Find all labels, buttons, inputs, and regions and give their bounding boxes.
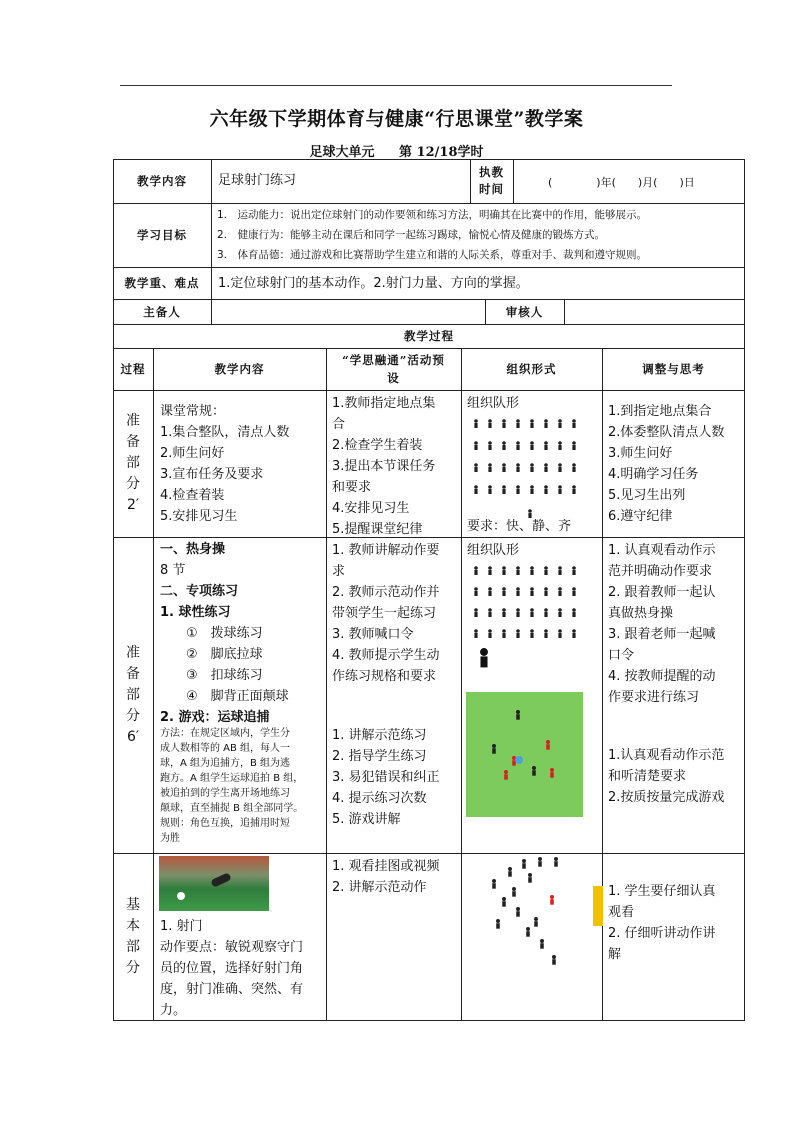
person-icon: [480, 648, 488, 667]
person-icon: [572, 608, 576, 617]
person-icon: [530, 629, 534, 638]
row1-reflection: 1.到指定地点集合 2.体委整队清点人数 3.师生问好 4.明确学习任务 5.见习生出列 6.遵守纪律: [608, 404, 725, 524]
game-title: 2. 游戏：运球追捕: [160, 710, 270, 725]
goal-item: 2. 健康行为：能够主动在课后和同学一起练习踢球，愉悦心情及健康的锻炼方式。: [217, 229, 606, 241]
ball-icon: [177, 892, 185, 900]
special-title: 二、专项练习: [160, 584, 239, 599]
warmup-title: 一、热身操: [160, 542, 226, 557]
person-icon: [502, 629, 506, 638]
person-icon: [554, 857, 558, 867]
shooting-diagram: [466, 857, 596, 982]
person-icon: [474, 566, 478, 575]
row2-org-title: 组织队形: [467, 543, 520, 558]
goalkeeper-photo: [159, 856, 269, 911]
row3-reflection: 1. 学生要仔细认真 观看 2. 仔细听讲动作讲 解: [608, 884, 716, 962]
row2-content: 一、热身操 8 节 二、专项练习 1. 球性练习 ① 拨球练习 ② 脚底拉球 ③ 扣球练习 ④ 脚背正面颠球 2. 游戏：运球追捕: [155, 537, 325, 727]
person-icon: [502, 587, 506, 596]
person-icon: [488, 419, 492, 428]
person-icon: [558, 419, 562, 428]
col-content: 教学内容: [214, 362, 265, 376]
person-icon: [572, 419, 576, 428]
person-icon: [530, 608, 534, 617]
person-icon: [544, 566, 548, 575]
person-icon: [552, 955, 556, 965]
person-icon: [546, 740, 550, 750]
person-icon: [474, 608, 478, 617]
person-icon: [534, 917, 538, 927]
person-icon: [516, 463, 520, 472]
person-icon: [474, 485, 478, 494]
person-icon: [540, 939, 544, 949]
key-value: 1.定位球射门的基本动作。2.射门力量、方向的掌握。: [218, 276, 529, 291]
row3-content: 1. 射门 动作要点：敏锐观察守门 员的位置，选择好射门角 度，射门准确、突然、有 力。: [155, 914, 325, 1020]
top-rule: [120, 85, 672, 86]
time-label: 执教 时间: [479, 165, 504, 196]
person-icon: [474, 419, 478, 428]
person-icon: [572, 587, 576, 596]
person-icon: [544, 463, 548, 472]
person-icon: [488, 441, 492, 450]
person-icon: [516, 907, 520, 917]
row2-activity-b: 1. 讲解示范练习 2. 指导学生练习 3. 易犯错误和纠正 4. 提示练习次数 5. 游戏讲解: [332, 728, 440, 827]
person-icon: [544, 485, 548, 494]
person-icon: [544, 629, 548, 638]
person-icon: [558, 629, 562, 638]
person-icon: [558, 485, 562, 494]
person-icon: [528, 873, 532, 883]
person-icon: [544, 441, 548, 450]
content-label: 教学内容: [137, 174, 187, 188]
page-title: 六年级下学期体育与健康“行思课堂”教学案: [209, 108, 584, 130]
person-icon: [516, 608, 520, 617]
date-field: ( )年( )月( )日: [548, 176, 695, 189]
person-icon: [530, 566, 534, 575]
person-icon: [550, 768, 554, 778]
person-icon: [572, 566, 576, 575]
person-icon: [516, 629, 520, 638]
person-icon: [544, 419, 548, 428]
person-icon: [558, 608, 562, 617]
person-icon: [474, 587, 478, 596]
game-description: 方法：在规定区域内，学生分 成人数相等的 AB 组，每人一 球，A 组为追捕方，B 组为逃 跑方。A 组学生运球追拍 B 组， 被追拍到的学生离开场地练习 颠球，直至捕捉 B 组全部同学。 规则：角色互换，追捕用时短 为胜: [160, 728, 304, 844]
goal-item: 3. 体育品德：通过游戏和比赛帮助学生建立和谐的人际关系，尊重对手、裁判和遵守规则。: [217, 249, 648, 261]
person-icon: [530, 419, 534, 428]
person-icon: [488, 608, 492, 617]
person-icon: [488, 629, 492, 638]
unit-label: 足球大单元: [309, 145, 375, 160]
person-icon: [488, 463, 492, 472]
person-icon: [508, 867, 512, 877]
col-reflection: 调整与思考: [642, 362, 705, 376]
row1-content: 课堂常规： 1.集合整队，清点人数 2.师生问好 3.宣布任务及要求 4.检查着装 5.安排见习生: [160, 404, 290, 524]
person-icon: [516, 485, 520, 494]
goalkeeper-figure: [210, 872, 232, 888]
col-activity: “学思融通”活动预 设: [342, 353, 445, 385]
shoot-title: 1. 射门: [160, 919, 203, 934]
row1-activity: 1.教师指定地点集 合 2.检查学生着装 3.提出本节课任务 和要求 4.安排见习生 5.提醒课堂纪律: [332, 396, 436, 537]
person-icon: [492, 879, 496, 889]
goal-item: 1. 运动能力：说出定位球射门的动作要领和练习方法，明确其在比赛中的作用，能够展示。: [217, 209, 648, 221]
person-icon: [572, 485, 576, 494]
lesson-plan-table: [113, 159, 745, 1021]
row2-activity-a: 1. 教师讲解动作要 求 2. 教师示范动作并 带领学生一起练习 3. 教师喊口令 4. 教师提示学生动 作练习规格和要求: [332, 543, 440, 684]
person-icon: [474, 629, 478, 638]
stage-prep-2: 准 备 部 分 6′: [126, 644, 140, 745]
person-icon: [530, 441, 534, 450]
person-icon: [502, 608, 506, 617]
key-label: 教学重、难点: [124, 276, 200, 290]
person-icon: [516, 566, 520, 575]
person-icon: [504, 770, 508, 780]
row2-reflection-a: 1. 认真观看动作示 范并明确动作要求 2. 跟着教师一起认 真做热身操 3. 跟着老师一起喊 口令 4. 按教师提醒的动 作要求进行练习: [608, 543, 716, 705]
person-icon: [512, 887, 516, 897]
person-icon: [502, 897, 506, 907]
reviewer-label: 审核人: [505, 304, 544, 319]
person-icon: [530, 587, 534, 596]
person-icon: [492, 744, 496, 754]
person-icon: [502, 419, 506, 428]
person-icon: [530, 463, 534, 472]
person-icon: [572, 463, 576, 472]
row1-org-requirement: 要求：快、静、齐: [467, 519, 572, 534]
person-icon: [516, 710, 520, 720]
person-icon: [526, 927, 530, 937]
person-icon: [496, 919, 500, 929]
person-icon: [488, 566, 492, 575]
person-icon: [572, 629, 576, 638]
person-icon: [502, 463, 506, 472]
row1-org-title: 组织队形: [467, 396, 520, 411]
person-icon: [502, 441, 506, 450]
person-icon: [558, 441, 562, 450]
person-icon: [544, 608, 548, 617]
row3-activity: 1. 观看挂图或视频 2. 讲解示范动作: [332, 859, 440, 895]
person-icon: [488, 587, 492, 596]
goal-marker: [593, 886, 603, 926]
stage-basic: 基 本 部 分: [126, 897, 140, 976]
person-icon: [558, 566, 562, 575]
person-icon: [572, 441, 576, 450]
person-icon: [522, 859, 526, 869]
host-label: 主备人: [143, 304, 181, 319]
page-subtitle: [0, 141, 793, 160]
person-icon: [516, 419, 520, 428]
person-icon: [516, 587, 520, 596]
process-heading: 教学过程: [404, 329, 454, 343]
person-icon: [502, 566, 506, 575]
person-icon: [474, 441, 478, 450]
stage-prep-1: 准 备 部 分 2′: [126, 413, 140, 513]
person-icon: [488, 485, 492, 494]
person-icon: [530, 485, 534, 494]
col-organization: 组织形式: [506, 362, 557, 376]
person-icon: [538, 857, 542, 867]
person-icon: [474, 463, 478, 472]
game-field-players: [466, 692, 583, 817]
person-icon: [558, 587, 562, 596]
person-icon: [550, 895, 554, 905]
formation-diagram-2: [466, 562, 596, 672]
person-icon: [544, 587, 548, 596]
content-value: 足球射门练习: [218, 173, 297, 188]
period-label: 第 12/18学时: [399, 145, 484, 160]
goal-list: [213, 205, 743, 267]
formation-diagram-1: [466, 415, 596, 515]
person-icon: [532, 766, 536, 776]
person-icon: [516, 441, 520, 450]
person-icon: [502, 485, 506, 494]
row2-reflection-b: 1.认真观看动作示范 和听清楚要求 2.按质按量完成游戏: [608, 748, 725, 805]
col-process: 过程: [120, 362, 146, 376]
ball-icon: [515, 756, 523, 764]
person-icon: [558, 463, 562, 472]
goal-label: 学习目标: [137, 228, 187, 242]
